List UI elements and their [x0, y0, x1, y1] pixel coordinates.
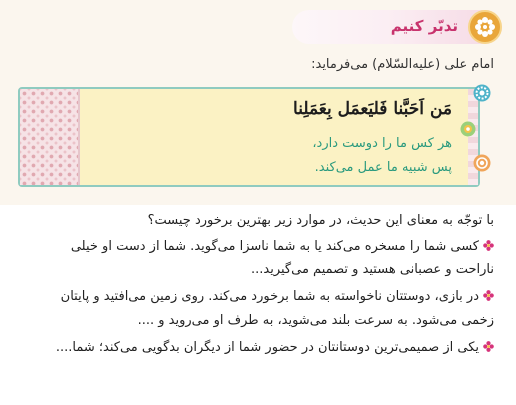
pink-flower-bullet-icon — [483, 240, 494, 251]
list-item — [16, 340, 494, 355]
geometric-pattern-panel — [20, 89, 80, 185]
pink-flower-bullet-icon — [483, 341, 494, 352]
list-item-continuation: ناراحت و عصبانی هستید و تصمیم می‌گیرید... — [250, 262, 494, 277]
hadith-arabic: مَن اَحَبَّنا فَلیَعمَل بِعَمَلِنا — [293, 99, 452, 119]
list-item — [16, 289, 494, 304]
list-item-text: یکی از صمیمی‌ترین دوستانتان در حضور شما از دیگران بدگویی می‌کند؛ شما.... — [55, 340, 479, 355]
hadith-card — [18, 87, 480, 187]
list-item-text: در بازی، دوستتان ناخواسته به شما برخورد می‌کند. روی زمین می‌افتید و پایتان — [60, 289, 479, 304]
pink-flower-bullet-icon — [483, 290, 494, 301]
intro-text: امام علی (علیه‌السّلام) می‌فرماید: — [311, 57, 494, 72]
list-item — [16, 239, 494, 254]
gear-ornament-icon — [473, 84, 491, 102]
list-item-continuation: زخمی می‌شود. به سرعت بلند می‌شوید، به طرف او می‌روید و .... — [137, 313, 494, 328]
list-item-text: کسی شما را مسخره می‌کند یا به شما ناسزا می‌گوید. شما از دست او خیلی — [70, 239, 479, 254]
section-header — [292, 10, 502, 44]
hadith-translation-line-1: هر کس ما را دوست دارد، — [312, 136, 452, 151]
flower-ornament-icon-orange — [473, 154, 491, 172]
flower-ornament-icon-green — [460, 121, 476, 137]
flower-ornament-icon — [468, 10, 502, 44]
section-title: تدبّر کنیم — [390, 17, 458, 35]
hadith-translation-line-2: پس شبیه ما عمل می‌کند. — [314, 160, 452, 175]
question-text: با توجّه به معنای این حدیث، در موارد زیر بهترین برخورد چیست؟ — [147, 213, 494, 228]
bottom-section-background — [0, 205, 516, 405]
